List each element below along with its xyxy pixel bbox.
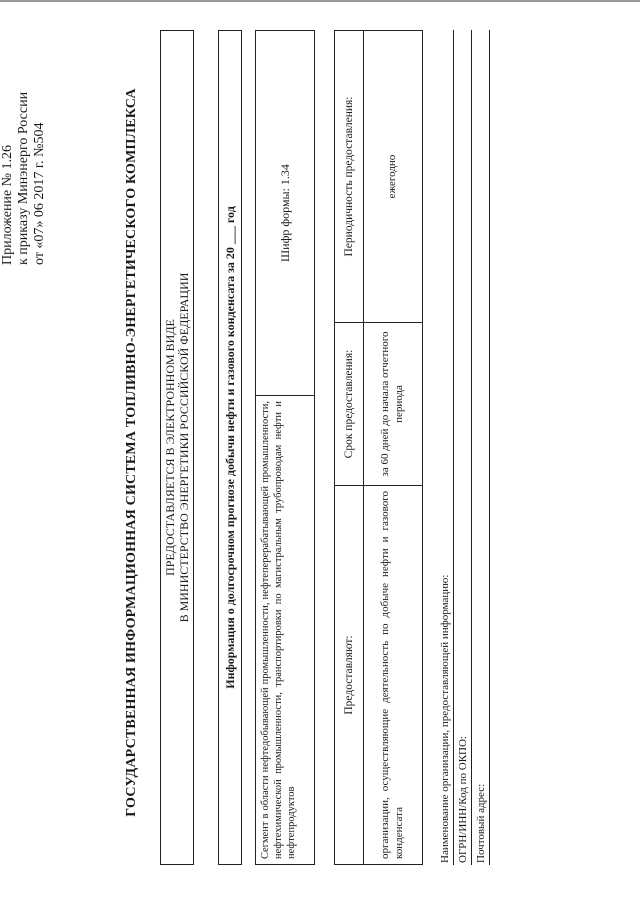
table-header-deadline: Срок предоставления:: [334, 322, 364, 486]
org-field-ids-line: [471, 30, 472, 865]
system-title: ГОСУДАРСТВЕННАЯ ИНФОРМАЦИОННАЯ СИСТЕМА ТОПЛИВНО-ЭНЕРГЕТИЧЕСКОГО КОМПЛЕКСА: [124, 88, 139, 817]
appendix-line-3: от «07» 06 2017 г. №504: [32, 122, 47, 265]
table-cell-periodicity: ежегодно: [363, 30, 423, 323]
org-field-address: Почтовый адрес:: [475, 783, 487, 863]
form-code: Шифр формы: 1.34: [277, 164, 292, 262]
appendix-line-2: к приказу Минэнерго России: [16, 91, 31, 265]
org-field-ids: ОГРН/ИНН/Код по ОКПО:: [457, 736, 469, 863]
table-cell-submitters: организации, осуществляющие деятельность по добыче нефти и газового конденсата: [363, 485, 423, 865]
org-field-name-line: [453, 30, 454, 865]
form-title-box: [218, 30, 242, 865]
form-code-cell: [255, 30, 315, 396]
segment-text: Сегмент в области нефтедобывающей промышленности, нефтеперерабатывающей промышленности, нефтехимической промышленности, транспортировки по магистральным трубопроводам нефти и нефтепродуктов: [260, 401, 298, 859]
org-field-address-line: [489, 30, 490, 865]
appendix-line-1: Приложение № 1.26: [0, 145, 15, 265]
table-cell-deadline: за 60 дней до начала отчетного периода: [363, 322, 423, 486]
submission-line-1: ПРЕДОСТАВЛЯЕТСЯ В ЭЛЕКТРОННОМ ВИДЕ: [163, 319, 177, 576]
submission-box: [160, 30, 194, 865]
appendix-block: [0, 40, 48, 265]
org-field-name: Наименование организации, предоставляющей информацию:: [439, 574, 451, 863]
form-title: Информация о долгосрочном прогнозе добычи нефти и газового конденсата за 20 ___ год: [222, 206, 237, 689]
segment-cell: [255, 395, 315, 865]
table-header-submitters: Предоставляют:: [334, 485, 364, 865]
submission-line-2: В МИНИСТЕРСТВО ЭНЕРГЕТИКИ РОССИЙСКОЙ ФЕДЕРАЦИИ: [177, 272, 191, 623]
table-header-periodicity: Периодичность предоставления:: [334, 30, 364, 323]
